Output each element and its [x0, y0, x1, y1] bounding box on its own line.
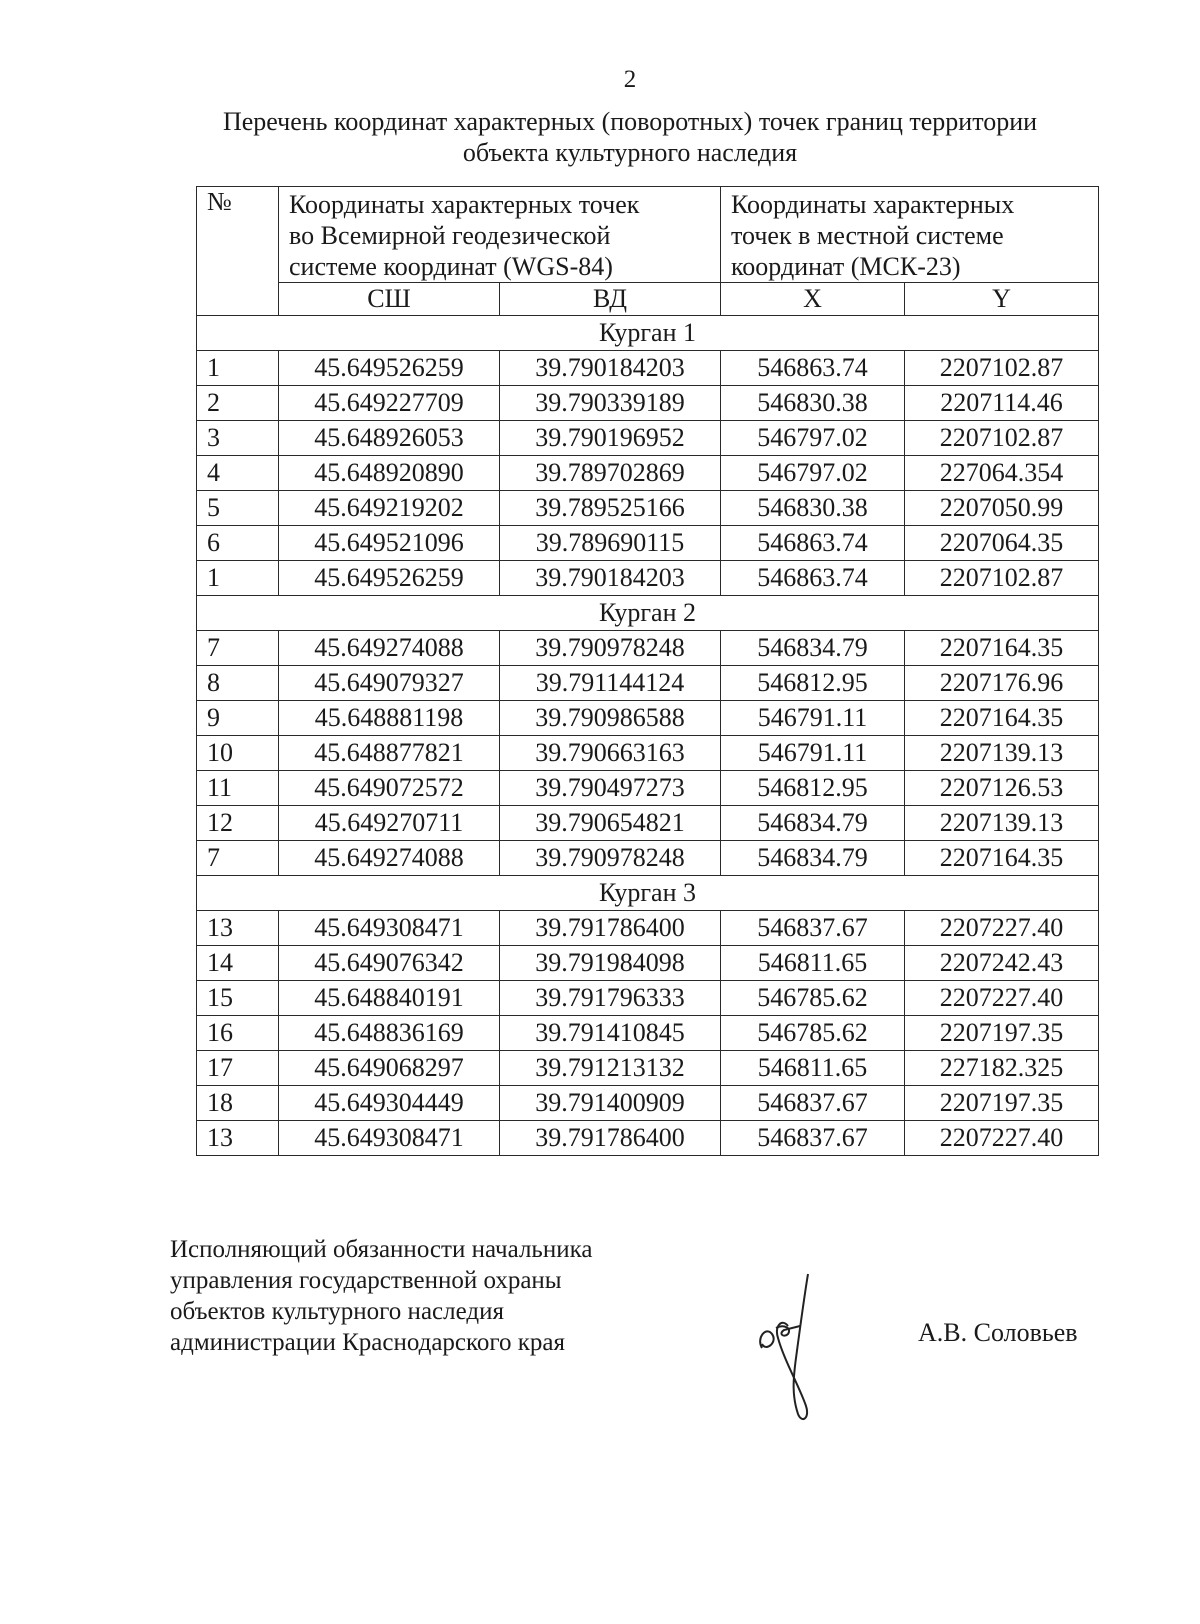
header-number: №	[197, 187, 279, 316]
longitude-cell: 39.791786400	[500, 1121, 721, 1156]
header-msk-group	[721, 187, 1099, 283]
handwritten-signature	[748, 1268, 838, 1428]
section-row	[197, 876, 1099, 911]
x-cell: 546834.79	[721, 806, 905, 841]
longitude-cell: 39.790978248	[500, 631, 721, 666]
latitude-cell: 45.649526259	[279, 351, 500, 386]
latitude-cell: 45.649072572	[279, 771, 500, 806]
point-number-cell: 1	[197, 351, 279, 386]
document-title-line-1: Перечень координат характерных (поворотных) точек границ территории	[222, 107, 1038, 136]
x-cell: 546812.95	[721, 771, 905, 806]
x-cell: 546830.38	[721, 491, 905, 526]
longitude-cell: 39.791213132	[500, 1051, 721, 1086]
y-cell: 2207176.96	[905, 666, 1099, 701]
latitude-cell: 45.649308471	[279, 1121, 500, 1156]
signer-name: А.В. Соловьев	[918, 1318, 1078, 1347]
latitude-cell: 45.649270711	[279, 806, 500, 841]
point-number-cell: 5	[197, 491, 279, 526]
longitude-cell: 39.790663163	[500, 736, 721, 771]
header-wgs-line-2: во Всемирной геодезической	[289, 221, 611, 250]
point-number-cell: 10	[197, 736, 279, 771]
point-number-cell: 14	[197, 946, 279, 981]
y-cell: 2207102.87	[905, 561, 1099, 596]
x-cell: 546834.79	[721, 841, 905, 876]
point-number-cell: 13	[197, 1121, 279, 1156]
point-number-cell: 7	[197, 841, 279, 876]
latitude-cell: 45.649274088	[279, 841, 500, 876]
table-row	[197, 841, 1099, 876]
x-cell: 546797.02	[721, 421, 905, 456]
longitude-cell: 39.791796333	[500, 981, 721, 1016]
longitude-cell: 39.789525166	[500, 491, 721, 526]
longitude-cell: 39.790339189	[500, 386, 721, 421]
latitude-cell: 45.649068297	[279, 1051, 500, 1086]
longitude-cell: 39.789702869	[500, 456, 721, 491]
longitude-cell: 39.790184203	[500, 561, 721, 596]
point-number-cell: 9	[197, 701, 279, 736]
point-number-cell: 12	[197, 806, 279, 841]
header-latitude: СШ	[279, 283, 500, 316]
table-row	[197, 421, 1099, 456]
y-cell: 227182.325	[905, 1051, 1099, 1086]
section-title: Курган 1	[197, 316, 1099, 351]
header-wgs-line-1: Координаты характерных точек	[289, 190, 640, 219]
section-title: Курган 2	[197, 596, 1099, 631]
x-cell: 546785.62	[721, 981, 905, 1016]
point-number-cell: 13	[197, 911, 279, 946]
y-cell: 2207064.35	[905, 526, 1099, 561]
latitude-cell: 45.649274088	[279, 631, 500, 666]
x-cell: 546863.74	[721, 351, 905, 386]
x-cell: 546791.11	[721, 701, 905, 736]
x-cell: 546837.67	[721, 911, 905, 946]
longitude-cell: 39.790184203	[500, 351, 721, 386]
point-number-cell: 8	[197, 666, 279, 701]
table-row	[197, 771, 1099, 806]
y-cell: 2207227.40	[905, 911, 1099, 946]
longitude-cell: 39.789690115	[500, 526, 721, 561]
y-cell: 2207164.35	[905, 841, 1099, 876]
x-cell: 546837.67	[721, 1121, 905, 1156]
latitude-cell: 45.649308471	[279, 911, 500, 946]
y-cell: 2207164.35	[905, 631, 1099, 666]
header-msk-line-3: координат (МСК-23)	[731, 252, 961, 281]
header-wgs-group	[279, 187, 721, 283]
point-number-cell: 6	[197, 526, 279, 561]
latitude-cell: 45.649076342	[279, 946, 500, 981]
y-cell: 2207102.87	[905, 421, 1099, 456]
table-row	[197, 561, 1099, 596]
latitude-cell: 45.648920890	[279, 456, 500, 491]
table-row	[197, 1016, 1099, 1051]
latitude-cell: 45.648877821	[279, 736, 500, 771]
y-cell: 2207164.35	[905, 701, 1099, 736]
coordinates-table	[196, 186, 1099, 1156]
signatory-position-line-3: объектов культурного наследия	[170, 1298, 504, 1325]
table-row	[197, 1121, 1099, 1156]
longitude-cell: 39.791984098	[500, 946, 721, 981]
x-cell: 546863.74	[721, 526, 905, 561]
point-number-cell: 7	[197, 631, 279, 666]
longitude-cell: 39.790497273	[500, 771, 721, 806]
y-cell: 2207126.53	[905, 771, 1099, 806]
longitude-cell: 39.791410845	[500, 1016, 721, 1051]
header-msk-line-1: Координаты характерных	[731, 190, 1015, 219]
point-number-cell: 18	[197, 1086, 279, 1121]
longitude-cell: 39.791144124	[500, 666, 721, 701]
x-cell: 546811.65	[721, 1051, 905, 1086]
latitude-cell: 45.649219202	[279, 491, 500, 526]
y-cell: 2207102.87	[905, 351, 1099, 386]
signatory-position-line-2: управления государственной охраны	[170, 1267, 562, 1294]
point-number-cell: 4	[197, 456, 279, 491]
longitude-cell: 39.791400909	[500, 1086, 721, 1121]
y-cell: 2207197.35	[905, 1086, 1099, 1121]
point-number-cell: 1	[197, 561, 279, 596]
y-cell: 2207197.35	[905, 1016, 1099, 1051]
table-row	[197, 351, 1099, 386]
longitude-cell: 39.790654821	[500, 806, 721, 841]
table-row	[197, 981, 1099, 1016]
point-number-cell: 3	[197, 421, 279, 456]
x-cell: 546785.62	[721, 1016, 905, 1051]
point-number-cell: 2	[197, 386, 279, 421]
y-cell: 2207139.13	[905, 736, 1099, 771]
point-number-cell: 16	[197, 1016, 279, 1051]
table-row	[197, 911, 1099, 946]
latitude-cell: 45.649079327	[279, 666, 500, 701]
y-cell: 2207227.40	[905, 981, 1099, 1016]
x-cell: 546863.74	[721, 561, 905, 596]
table-row	[197, 386, 1099, 421]
latitude-cell: 45.649227709	[279, 386, 500, 421]
x-cell: 546791.11	[721, 736, 905, 771]
header-longitude: ВД	[500, 283, 721, 316]
latitude-cell: 45.649304449	[279, 1086, 500, 1121]
x-cell: 546797.02	[721, 456, 905, 491]
page-number: 2	[623, 66, 637, 93]
section-row	[197, 316, 1099, 351]
table-row	[197, 806, 1099, 841]
y-cell: 2207242.43	[905, 946, 1099, 981]
table-row	[197, 701, 1099, 736]
y-cell: 2207227.40	[905, 1121, 1099, 1156]
latitude-cell: 45.649526259	[279, 561, 500, 596]
latitude-cell: 45.648926053	[279, 421, 500, 456]
longitude-cell: 39.791786400	[500, 911, 721, 946]
y-cell: 2207139.13	[905, 806, 1099, 841]
point-number-cell: 11	[197, 771, 279, 806]
x-cell: 546837.67	[721, 1086, 905, 1121]
table-row	[197, 1086, 1099, 1121]
longitude-cell: 39.790978248	[500, 841, 721, 876]
y-cell: 227064.354	[905, 456, 1099, 491]
y-cell: 2207050.99	[905, 491, 1099, 526]
table-row	[197, 631, 1099, 666]
latitude-cell: 45.648840191	[279, 981, 500, 1016]
signatory-position-line-4: администрации Краснодарского края	[170, 1329, 566, 1356]
table-row	[197, 666, 1099, 701]
latitude-cell: 45.648881198	[279, 701, 500, 736]
point-number-cell: 15	[197, 981, 279, 1016]
x-cell: 546834.79	[721, 631, 905, 666]
section-title: Курган 3	[197, 876, 1099, 911]
table-row	[197, 491, 1099, 526]
latitude-cell: 45.649521096	[279, 526, 500, 561]
header-msk-line-2: точек в местной системе	[731, 221, 1004, 250]
document-title	[160, 106, 1100, 168]
point-number-cell: 17	[197, 1051, 279, 1086]
latitude-cell: 45.648836169	[279, 1016, 500, 1051]
signatory-position	[170, 1234, 592, 1358]
longitude-cell: 39.790196952	[500, 421, 721, 456]
header-y: Y	[905, 283, 1099, 316]
document-title-line-2: объекта культурного наследия	[462, 138, 798, 167]
table-row	[197, 456, 1099, 491]
x-cell: 546812.95	[721, 666, 905, 701]
table-row	[197, 946, 1099, 981]
x-cell: 546811.65	[721, 946, 905, 981]
y-cell: 2207114.46	[905, 386, 1099, 421]
signatory-position-line-1: Исполняющий обязанности начальника	[170, 1236, 593, 1263]
section-row	[197, 596, 1099, 631]
table-row	[197, 736, 1099, 771]
longitude-cell: 39.790986588	[500, 701, 721, 736]
header-wgs-line-3: системе координат (WGS-84)	[289, 252, 613, 281]
coordinates-table-body	[197, 316, 1099, 1156]
table-row	[197, 526, 1099, 561]
x-cell: 546830.38	[721, 386, 905, 421]
header-x: X	[721, 283, 905, 316]
table-row	[197, 1051, 1099, 1086]
